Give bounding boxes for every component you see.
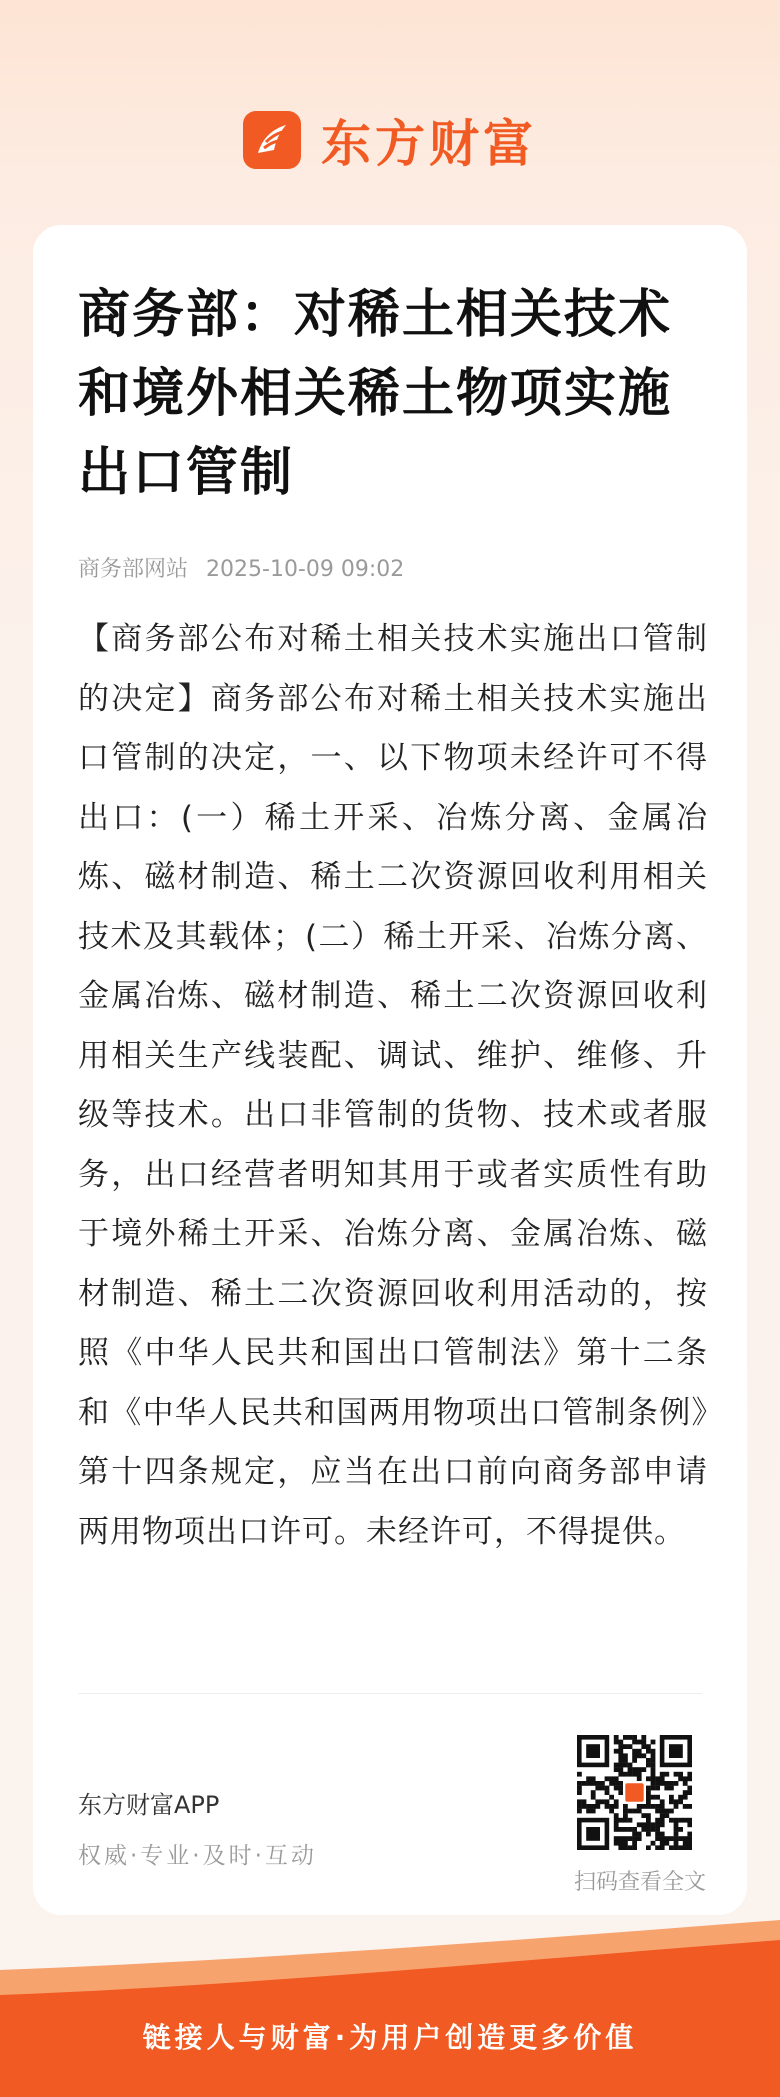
brand-logo-icon	[243, 111, 301, 169]
app-name: 东方财富APP	[78, 1791, 220, 1819]
article-source: 商务部网站	[78, 557, 189, 582]
article-title: 商务部：对稀土相关技术和境外相关稀土物项实施出口管制	[78, 284, 673, 503]
brand-name: 东方财富	[321, 115, 537, 173]
article-meta	[78, 552, 404, 583]
scan-hint: 扫码查看全文	[573, 1870, 706, 1895]
divider	[78, 1693, 702, 1694]
footer-wave-icon	[0, 1900, 780, 2097]
brand-header	[0, 100, 780, 180]
article-card	[33, 225, 747, 1915]
footer-tagline: 链接人与财富·为用户创造更多价值	[142, 2021, 638, 2054]
footer-banner	[0, 1900, 780, 2097]
qr-code-icon[interactable]	[577, 1735, 692, 1850]
article-body: 【商务部公布对稀土相关技术实施出口管制的决定】商务部公布对稀土相关技术实施出口管制的决定，一、以下物项未经许可不得出口：(一）稀土开采、冶炼分离、金属冶炼、磁材制造、稀土二次资源回收利用相关技术及其载体；(二）稀土开采、冶炼分离、金属冶炼、磁材制造、稀土二次资源回收利用相关生产线装配、调试、维护、维修、升级等技术。出口非管制的货物、技术或者服务，出口经营者明知其用于或者实质性有助于境外稀土开采、冶炼分离、金属冶炼、磁材制造、稀土二次资源回收利用活动的，按照《中华人民共和国出口管制法》第十二条和《中华人民共和国两用物项出口管制条例》第十四条规定，应当在出口前向商务部申请两用物项出口许可。未经许可，不得提供。	[78, 621, 708, 1550]
article-datetime: 2025-10-09 09:02	[206, 557, 405, 582]
app-slogan: 权威·专业·及时·互动	[78, 1843, 317, 1869]
